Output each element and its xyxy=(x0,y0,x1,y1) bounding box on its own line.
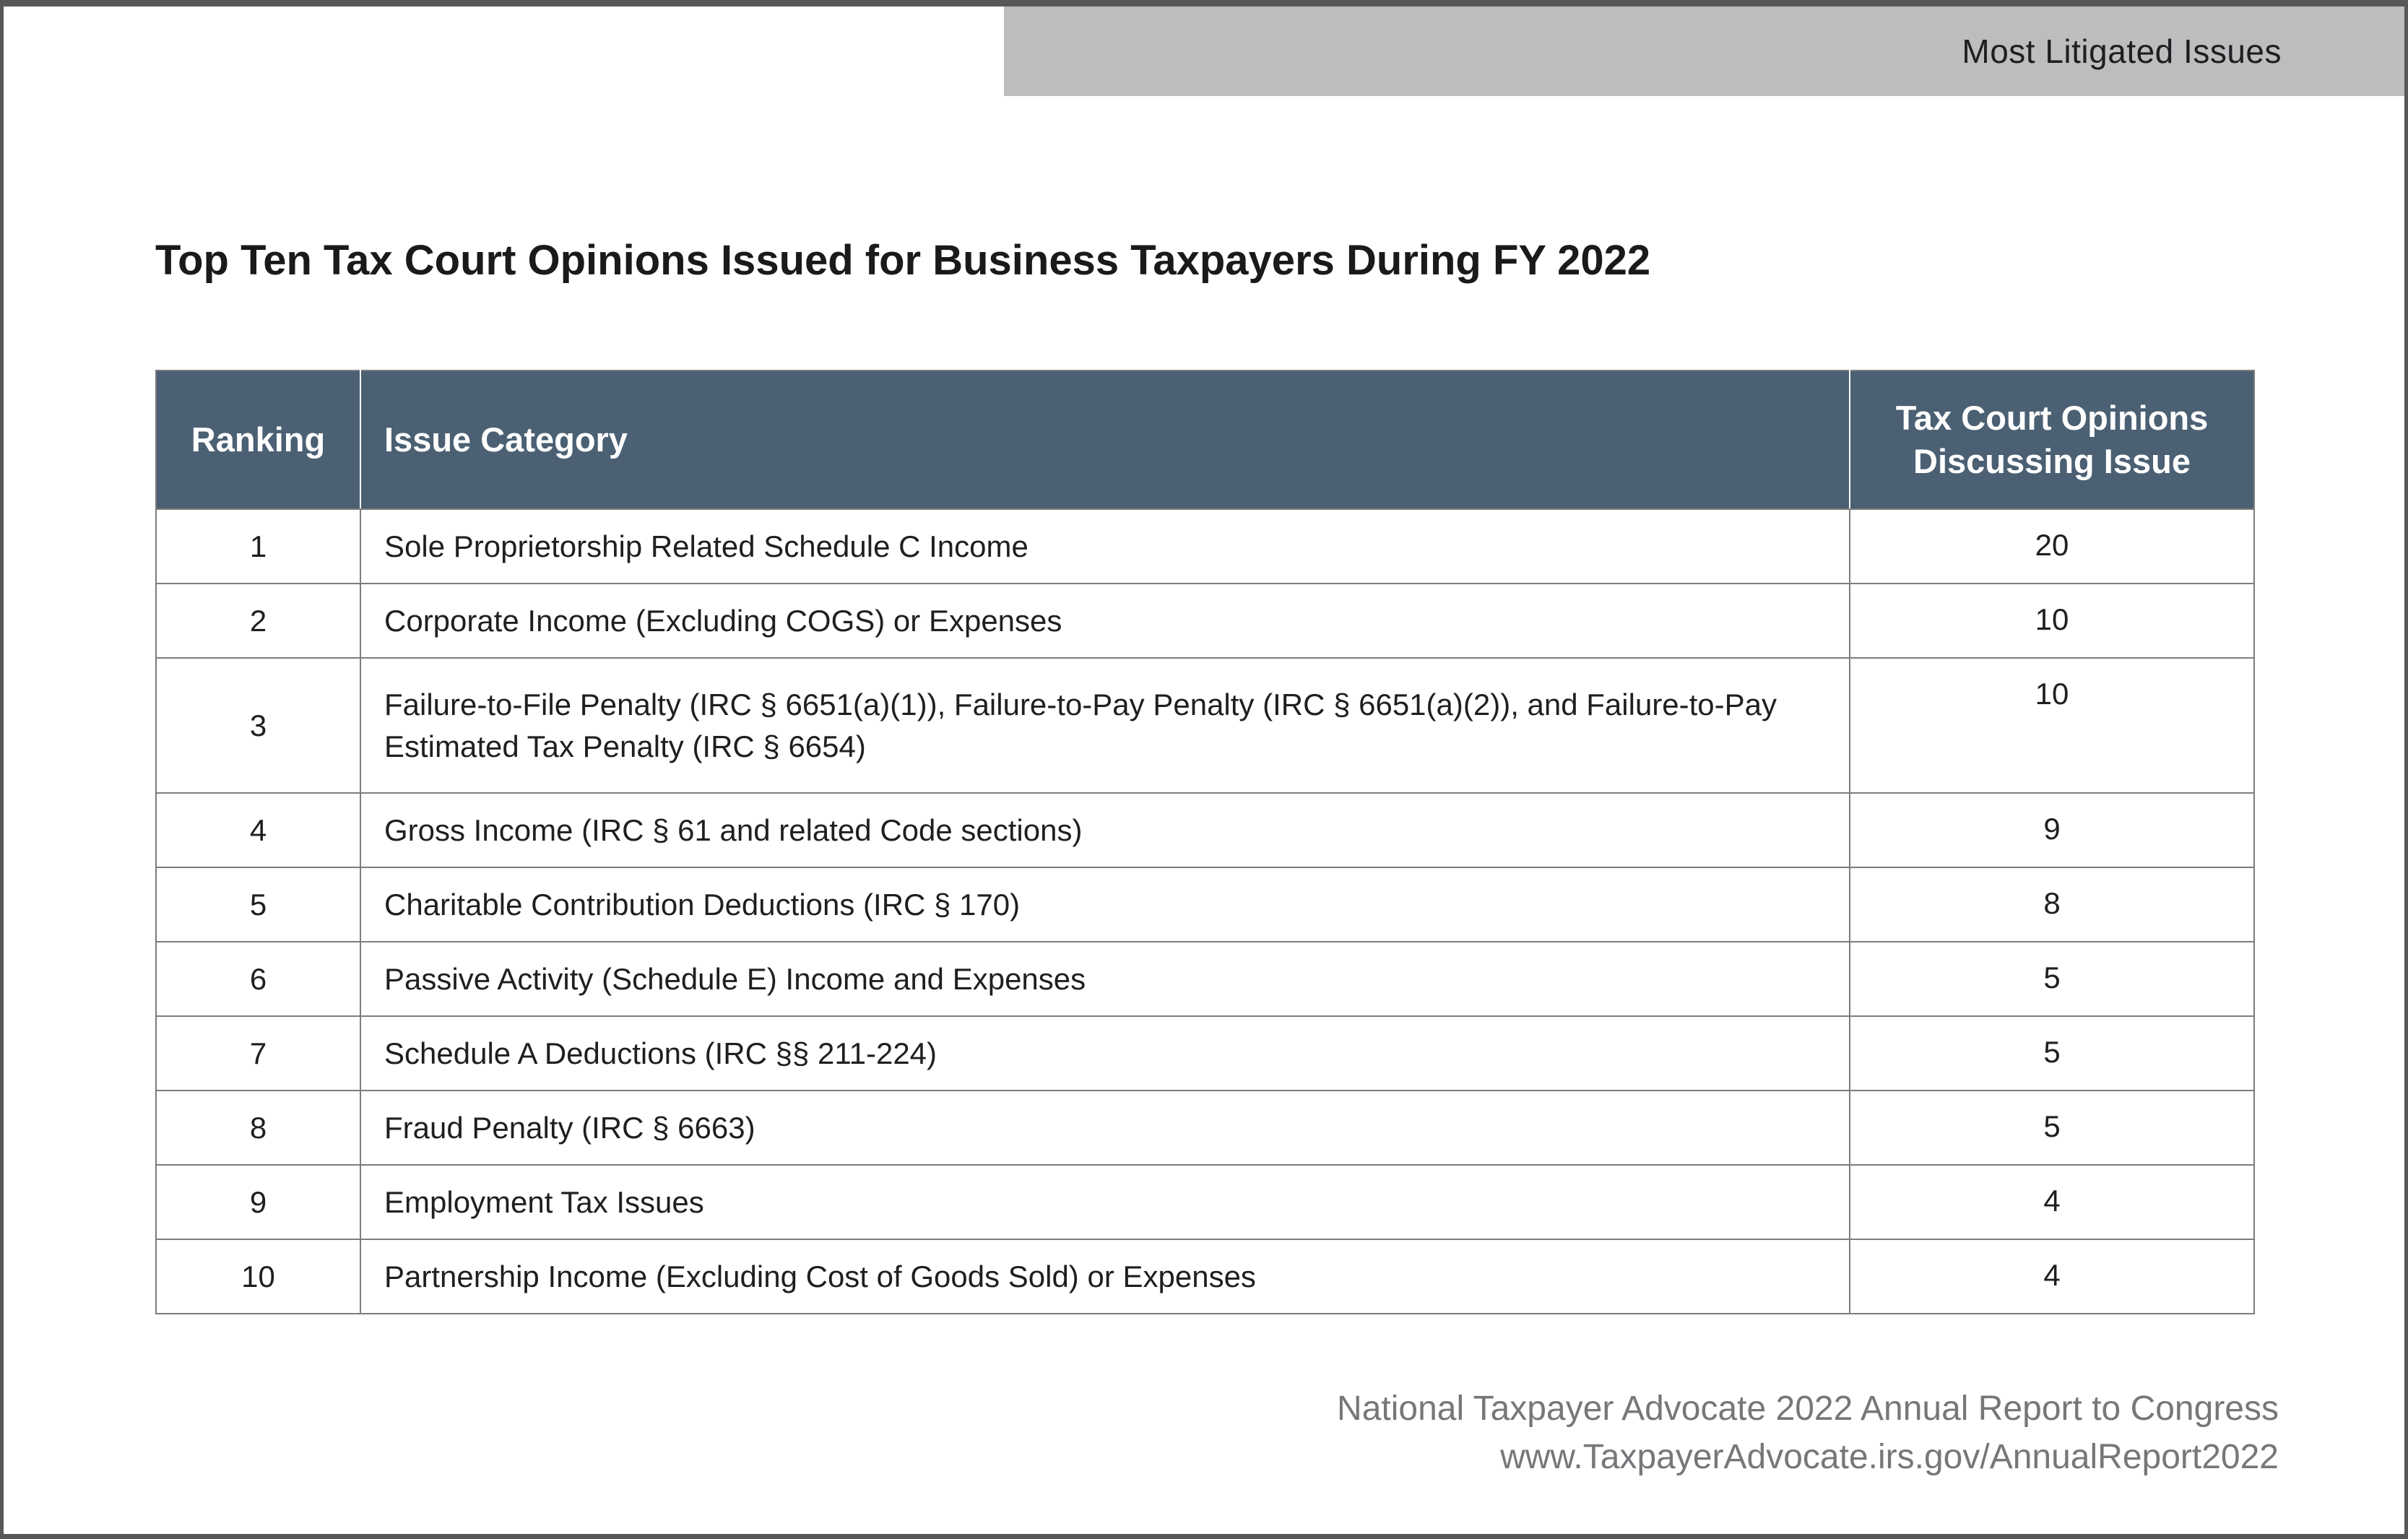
opinions-count-cell: 9 xyxy=(1850,793,2254,867)
opinions-count-cell: 10 xyxy=(1850,584,2254,658)
top-ten-opinions-table xyxy=(155,370,2255,1314)
category-cell: Failure-to-File Penalty (IRC § 6651(a)(1)), Failure-to-Pay Penalty (IRC § 6651(a)(2)), and Failure-to-Pay Estimated Tax Penalty (IRC § 6654) xyxy=(360,658,1850,793)
category-cell: Partnership Income (Excluding Cost of Goods Sold) or Expenses xyxy=(360,1239,1850,1314)
table-row xyxy=(156,1016,2254,1091)
opinions-count-cell: 5 xyxy=(1850,1091,2254,1165)
column-header-ranking: Ranking xyxy=(156,370,360,509)
rank-cell: 10 xyxy=(156,1239,360,1314)
rank-cell: 7 xyxy=(156,1016,360,1091)
table-row xyxy=(156,1091,2254,1165)
table-header xyxy=(156,370,2254,509)
opinions-count-cell: 4 xyxy=(1850,1239,2254,1314)
source-attribution-line1: National Taxpayer Advocate 2022 Annual Report to Congress xyxy=(1337,1390,2279,1428)
source-attribution-url: www.TaxpayerAdvocate.irs.gov/AnnualReport2022 xyxy=(1500,1438,2279,1476)
column-header-issue-category: Issue Category xyxy=(360,370,1850,509)
table-header-row xyxy=(156,370,2254,509)
rank-cell: 8 xyxy=(156,1091,360,1165)
page-title: Top Ten Tax Court Opinions Issued for Business Taxpayers During FY 2022 xyxy=(155,237,1651,284)
table-row xyxy=(156,867,2254,942)
category-cell: Charitable Contribution Deductions (IRC § 170) xyxy=(360,867,1850,942)
table-row xyxy=(156,1239,2254,1314)
rank-cell: 5 xyxy=(156,867,360,942)
table-row xyxy=(156,509,2254,584)
opinions-count-cell: 4 xyxy=(1850,1165,2254,1239)
column-header-opinions-count: Tax Court Opinions Discussing Issue xyxy=(1850,370,2254,509)
rank-cell: 3 xyxy=(156,658,360,793)
category-cell: Fraud Penalty (IRC § 6663) xyxy=(360,1091,1850,1165)
category-cell: Schedule A Deductions (IRC §§ 211-224) xyxy=(360,1016,1850,1091)
category-cell: Sole Proprietorship Related Schedule C Income xyxy=(360,509,1850,584)
opinions-count-cell: 20 xyxy=(1850,509,2254,584)
category-cell: Gross Income (IRC § 61 and related Code sections) xyxy=(360,793,1850,867)
category-cell: Employment Tax Issues xyxy=(360,1165,1850,1239)
table-row xyxy=(156,942,2254,1016)
opinions-count-cell: 10 xyxy=(1850,658,2254,793)
table-body xyxy=(156,509,2254,1314)
table-row xyxy=(156,584,2254,658)
table-row xyxy=(156,793,2254,867)
opinions-count-cell: 5 xyxy=(1850,942,2254,1016)
opinions-count-cell: 5 xyxy=(1850,1016,2254,1091)
rank-cell: 2 xyxy=(156,584,360,658)
opinions-count-cell: 8 xyxy=(1850,867,2254,942)
table-row xyxy=(156,658,2254,793)
rank-cell: 4 xyxy=(156,793,360,867)
section-banner xyxy=(1004,6,2404,96)
rank-cell: 9 xyxy=(156,1165,360,1239)
table-row xyxy=(156,1165,2254,1239)
category-cell: Passive Activity (Schedule E) Income and Expenses xyxy=(360,942,1850,1016)
table-container xyxy=(155,370,2255,1314)
rank-cell: 1 xyxy=(156,509,360,584)
source-attribution xyxy=(1337,1384,2279,1481)
category-cell: Corporate Income (Excluding COGS) or Expenses xyxy=(360,584,1850,658)
rank-cell: 6 xyxy=(156,942,360,1016)
section-banner-label: Most Litigated Issues xyxy=(1962,32,2282,70)
